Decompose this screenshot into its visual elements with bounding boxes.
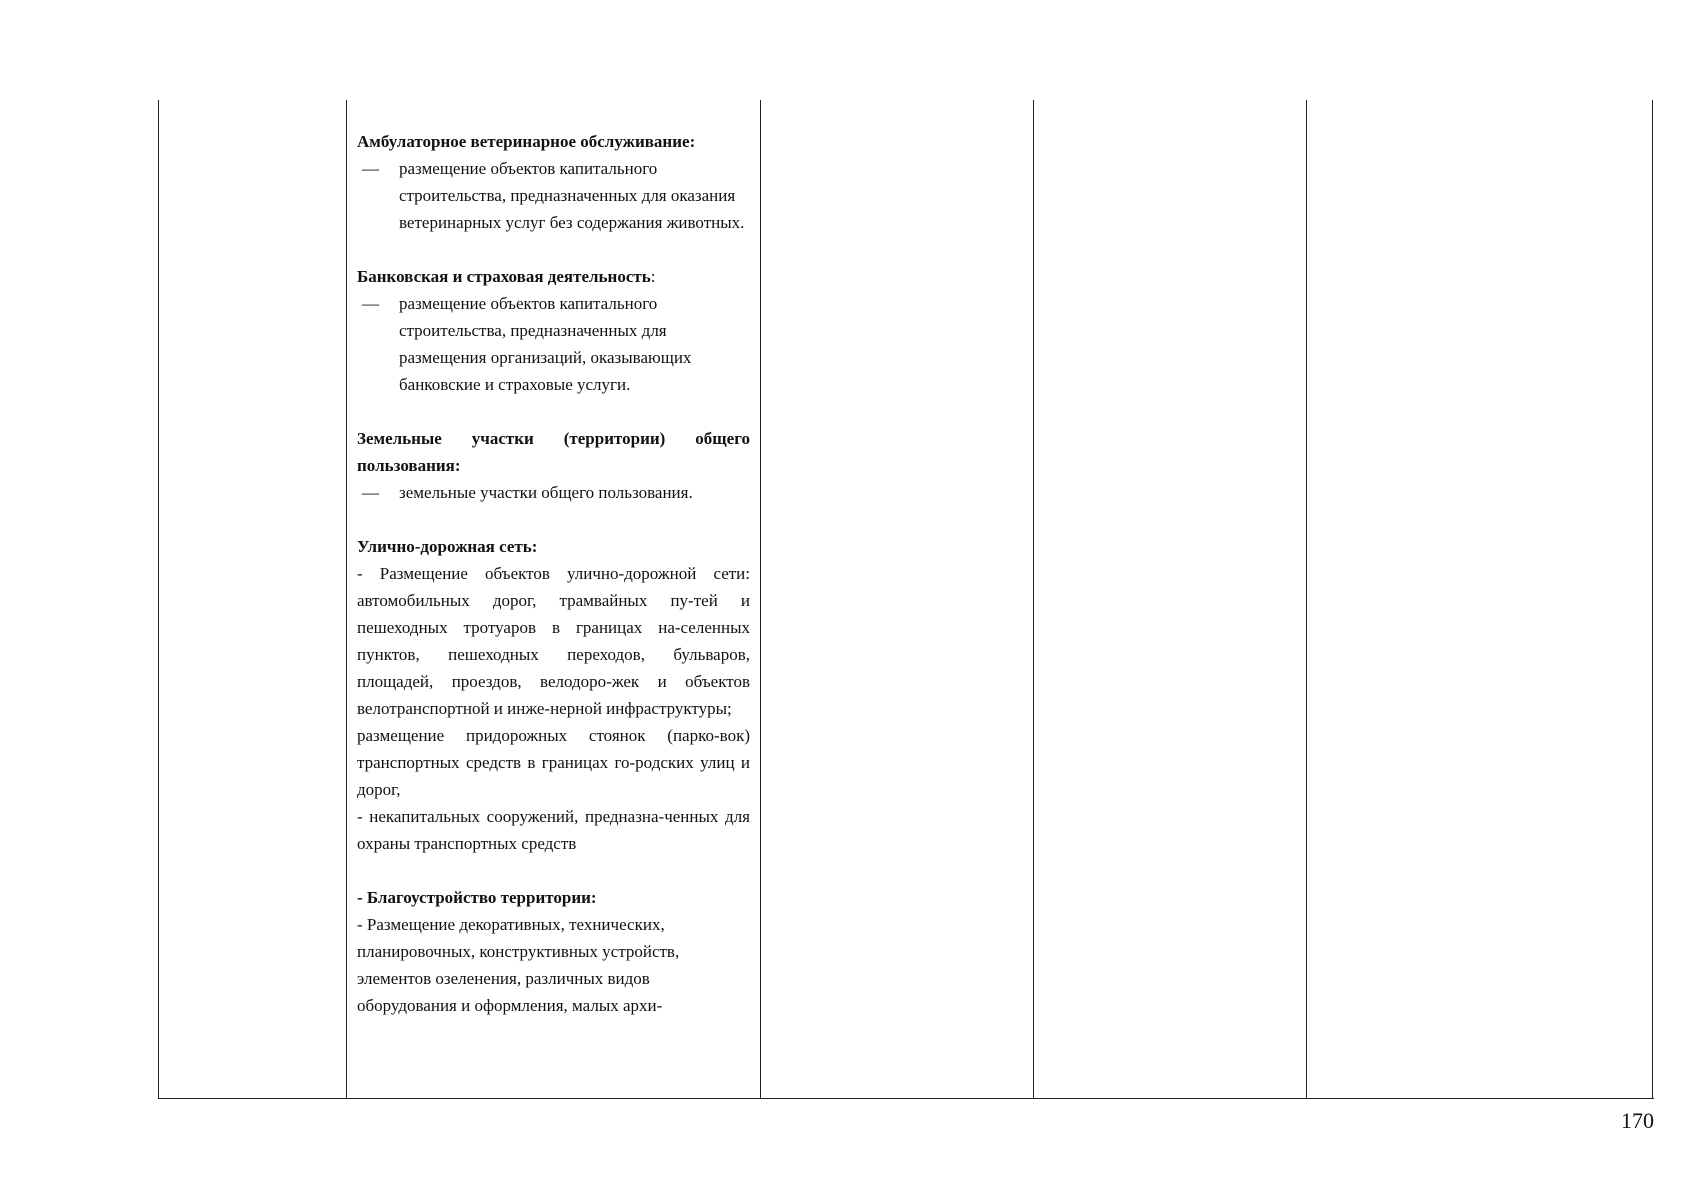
page-number: 170 — [1621, 1108, 1654, 1133]
table-divider-4 — [1306, 100, 1307, 1099]
section-ambulatory-veterinary — [357, 128, 750, 236]
section-heading: Земельные участки (территории) общего пользования: — [357, 429, 750, 475]
dash-marker: — — [362, 159, 379, 178]
paragraph: - некапитальных сооружений, предназна-ченных для охраны транспортных средств — [357, 807, 750, 853]
dash-marker: — — [362, 294, 379, 313]
heading-colon: : — [650, 267, 656, 286]
paragraph: - Размещение объектов улично-дорожной сети: автомобильных дорог, трамвайных пу-тей и пешеходных тротуаров в границах на-селенных пунктов, пешеходных переходов, бульваров, площадей, проездов, велодоро-жек и объектов велотранспортной и инже-нерной инфраструктуры; — [357, 564, 750, 718]
list-item — [357, 155, 750, 236]
table-bottom-border — [158, 1098, 1654, 1099]
permitted-use-cell — [357, 128, 750, 1019]
paragraph: - Размещение декоративных, технических, планировочных, конструктивных устройств, элементов озеленения, различных видов оборудования и оформления, малых архи- — [357, 915, 680, 1015]
table-border-right — [1652, 100, 1653, 1099]
section-heading: Улично-дорожная сеть: — [357, 537, 538, 556]
list-item-text: размещение объектов капитального строительства, предназначенных для размещения организаций, оказывающих банковские и страховые услуги. — [399, 294, 692, 394]
section-road-network — [357, 533, 750, 857]
section-heading-line — [357, 263, 750, 290]
dash-marker: — — [362, 483, 379, 502]
list-item-text: земельные участки общего пользования. — [399, 483, 693, 502]
section-heading: Амбулаторное ветеринарное обслуживание: — [357, 132, 696, 151]
section-heading: Банковская и страховая деятельность — [357, 267, 651, 286]
paragraph: размещение придорожных стоянок (парко-вок) транспортных средств в границах го-родских улиц и дорог, — [357, 726, 750, 799]
list-item — [357, 290, 750, 398]
list-item-text: размещение объектов капитального строительства, предназначенных для оказания ветеринарных услуг без содержания животных. — [399, 159, 745, 232]
table-divider-1 — [346, 100, 347, 1099]
table-divider-2 — [760, 100, 761, 1099]
table-border-left — [158, 100, 159, 1099]
section-public-land — [357, 425, 750, 506]
list-item — [357, 479, 750, 506]
section-landscaping — [357, 884, 750, 1019]
section-heading: - Благоустройство территории: — [357, 888, 597, 907]
section-banking-insurance — [357, 263, 750, 398]
table-divider-3 — [1033, 100, 1034, 1099]
